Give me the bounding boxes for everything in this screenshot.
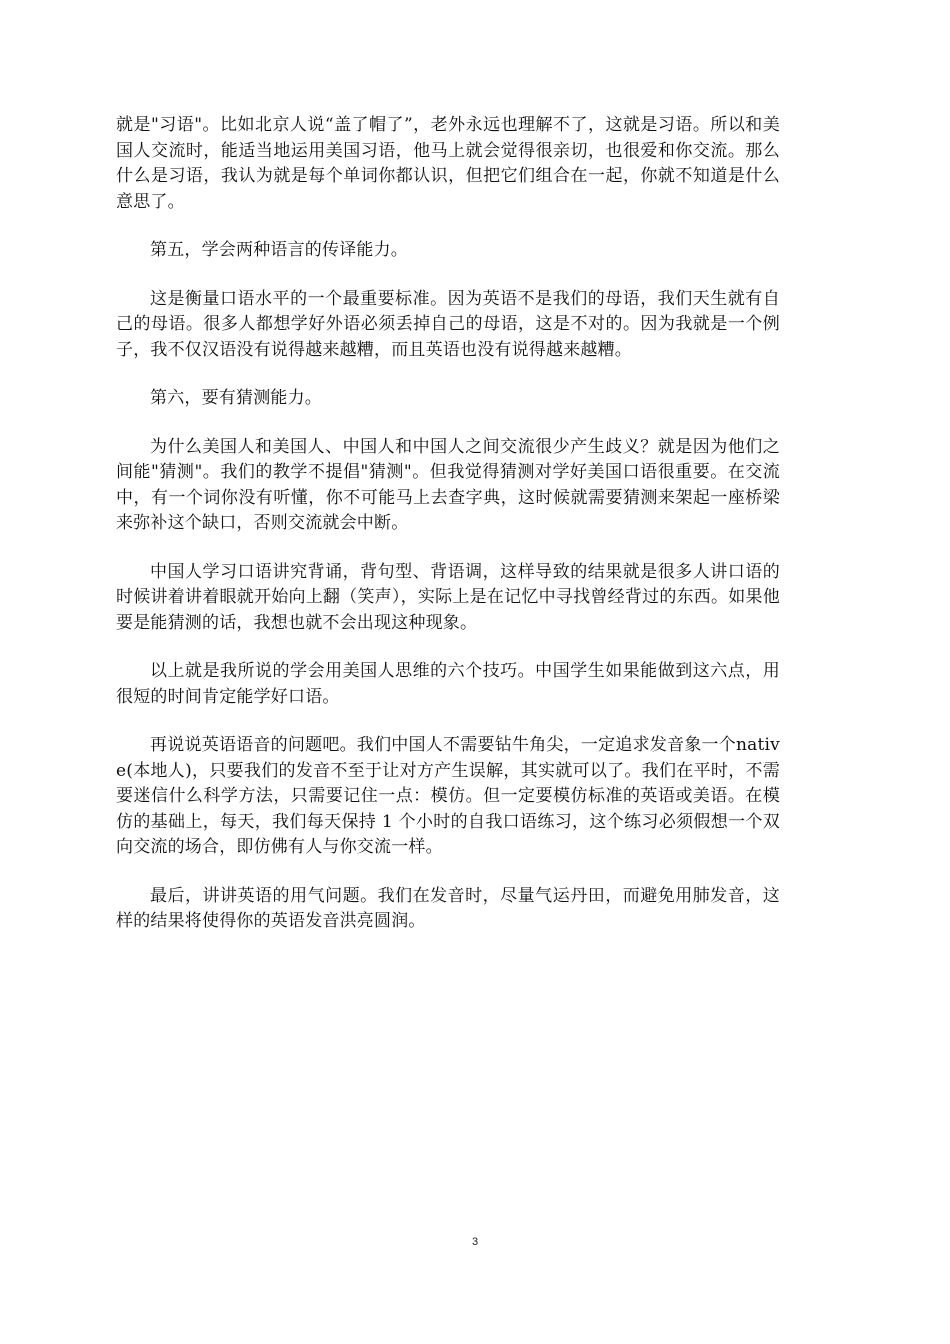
page-number: 3 [471,1236,479,1248]
paragraph-interpretation: 这是衡量口语水平的一个最重要标准。因为英语不是我们的母语，我们天生就有自己的母语。很多人都想学好外语必须丢掉自己的母语，这是不对的。因为我就是一个例子，我不仅汉语没有说得越来越糟，而且英语也没有说得越来越糟。 [116,288,780,360]
document-body [116,113,780,958]
paragraph-guessing: 为什么美国人和美国人、中国人和中国人之间交流很少产生歧义？就是因为他们之间能"猜测"。我们的教学不提倡"猜测"。但我觉得猜测对学好美国口语很重要。在交流中，有一个词你没有听懂，你不可能马上去查字典，这时候就需要猜测来架起一座桥梁来弥补这个缺口，否则交流就会中断。 [116,436,780,533]
paragraph-pronunciation: 再说说英语语音的问题吧。我们中国人不需要钻牛角尖，一定追求发音象一个native(本地人)，只要我们的发音不至于让对方产生误解，其实就可以了。我们在平时，不需要迷信什么科学方法，只需要记住一点：模仿。但一定要模仿标准的英语或美语。在模仿的基础上，每天，我们每天保持 1 个小时的自我口语练习，这个练习必须假想一个双向交流的场合，即仿佛有人与你交流一样。 [116,735,780,857]
paragraph-breathing: 最后，讲讲英语的用气问题。我们在发音时，尽量气运丹田，而避免用肺发音，这样的结果将使得你的英语发音洪亮圆润。 [116,885,780,931]
paragraph-recitation: 中国人学习口语讲究背诵，背句型、背语调，这样导致的结果就是很多人讲口语的时候讲着讲着眼就开始向上翻（笑声），实际上是在记忆中寻找曾经背过的东西。如果他要是能猜测的话，我想也就不会出现这种现象。 [116,561,780,633]
heading-tip-six: 第六，要有猜测能力。 [150,388,322,408]
paragraph-summary: 以上就是我所说的学会用美国人思维的六个技巧。中国学生如果能做到这六点，用很短的时间肯定能学好口语。 [116,661,780,707]
paragraph-idioms-continued: 就是"习语"。比如北京人说“盖了帽了”，老外永远也理解不了，这就是习语。所以和美国人交流时，能适当地运用美国习语，他马上就会觉得很亲切，也很爱和你交流。那么什么是习语，我认为就是每个单词你都认识，但把它们组合在一起，你就不知道是什么意思了。 [116,115,780,212]
heading-tip-five: 第五，学会两种语言的传译能力。 [150,240,408,260]
